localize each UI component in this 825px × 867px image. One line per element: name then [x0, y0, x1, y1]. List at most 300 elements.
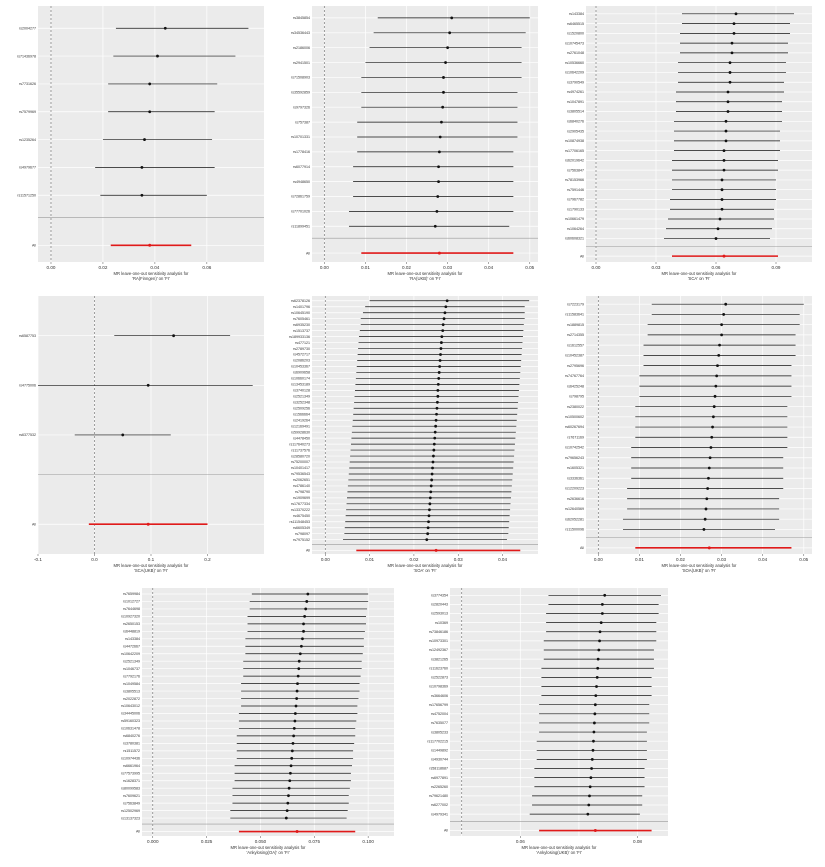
- snp-label: rs3805233: [431, 730, 448, 735]
- snp-label: rs6425248: [567, 384, 584, 389]
- snp-estimate-point: [441, 329, 444, 332]
- forest-plot-ankylosing-ukb: [420, 586, 674, 862]
- x-axis-label-line2: 'SOA(UKB)' on 'FI': [681, 568, 717, 573]
- snp-estimate-point: [436, 389, 439, 392]
- snp-label: rs10745473: [565, 41, 584, 46]
- snp-estimate-point: [289, 772, 292, 775]
- snp-label: rs6605349: [293, 525, 310, 530]
- snp-label: rs117640273: [289, 442, 310, 447]
- snp-label: rs2062651: [293, 478, 310, 483]
- snp-label: rs2789730: [293, 346, 310, 351]
- all-label: All: [306, 548, 310, 553]
- x-tick-label: 0.08: [633, 839, 643, 844]
- snp-estimate-point: [443, 317, 446, 320]
- snp-estimate-point: [725, 130, 728, 133]
- x-tick-label: 0.06: [202, 265, 212, 270]
- x-tick-label: 0.00: [591, 265, 601, 270]
- snp-label: rs73846186: [429, 629, 448, 634]
- snp-estimate-point: [706, 487, 709, 490]
- snp-estimate-point: [295, 697, 298, 700]
- x-axis-label: MR leave-one-out sensitivity analysis for: [521, 845, 597, 850]
- snp-label: rs1047891: [567, 99, 584, 104]
- x-axis-label: MR leave-one-out sensitivity analysis for: [387, 563, 463, 568]
- snp-label: rs2714355: [567, 333, 584, 338]
- snp-estimate-point: [143, 138, 146, 141]
- snp-estimate-point: [438, 150, 441, 153]
- snp-label: rs10661479: [565, 217, 584, 222]
- x-tick-label: 0.06: [711, 265, 721, 270]
- snp-estimate-point: [589, 785, 592, 788]
- snp-label: rs79656243: [565, 455, 584, 460]
- snp-label: rs6661964: [123, 763, 140, 768]
- snp-estimate-point: [725, 139, 728, 142]
- all-estimate-point: [148, 244, 151, 247]
- snp-estimate-point: [705, 497, 708, 500]
- snp-estimate-point: [710, 446, 713, 449]
- snp-estimate-point: [434, 225, 437, 228]
- snp-label: rs10452387: [565, 353, 584, 358]
- forest-plot-svg: [8, 4, 270, 288]
- snp-estimate-point: [729, 61, 732, 64]
- snp-estimate-point: [438, 371, 441, 374]
- snp-label: rs6377532: [19, 433, 36, 438]
- snp-label: rs10500602: [565, 415, 584, 420]
- snp-label: rs34445006: [121, 711, 140, 716]
- snp-label: rs1046737: [123, 666, 140, 671]
- snp-estimate-point: [436, 401, 439, 404]
- snp-label: rs7975152: [293, 537, 310, 542]
- snp-estimate-point: [712, 415, 715, 418]
- snp-estimate-point: [290, 764, 293, 767]
- snp-label: rs60608321: [565, 236, 584, 241]
- snp-estimate-point: [718, 344, 721, 347]
- snp-label: rs143384: [569, 12, 584, 17]
- forest-plot-ra-finngen: [8, 4, 270, 288]
- snp-label: rs11623760: [429, 666, 448, 671]
- x-axis-label-line2: 'RA(UKB)' on 'FI': [409, 276, 441, 281]
- snp-estimate-point: [723, 159, 726, 162]
- snp-label: rs2509256: [293, 406, 310, 411]
- snp-estimate-point: [436, 195, 439, 198]
- snp-estimate-point: [434, 431, 437, 434]
- snp-label: rs13370222: [291, 508, 310, 513]
- snp-estimate-point: [434, 425, 437, 428]
- snp-estimate-point: [440, 341, 443, 344]
- snp-estimate-point: [285, 817, 288, 820]
- snp-estimate-point: [439, 136, 442, 139]
- snp-estimate-point: [430, 485, 433, 488]
- snp-estimate-point: [156, 55, 159, 58]
- snp-label: rs79621480: [429, 794, 448, 799]
- snp-label: rs62052281: [565, 517, 584, 522]
- snp-label: rs4930744: [431, 757, 448, 762]
- snp-estimate-point: [299, 652, 302, 655]
- all-label: All: [306, 251, 310, 256]
- snp-label: rs3774354: [431, 593, 448, 598]
- snp-label: rs4979341: [431, 812, 448, 817]
- snp-estimate-point: [301, 637, 304, 640]
- snp-label: rs1049584: [123, 681, 140, 686]
- snp-estimate-point: [729, 71, 732, 74]
- snp-label: rs77573995: [121, 771, 140, 776]
- snp-estimate-point: [450, 17, 453, 20]
- snp-label: rs4948650: [293, 179, 310, 184]
- snp-estimate-point: [719, 218, 722, 221]
- snp-label: rs7605461: [293, 316, 310, 321]
- snp-estimate-point: [437, 377, 440, 380]
- x-axis-label: MR leave-one-out sensitivity analysis for: [113, 563, 189, 568]
- snp-estimate-point: [601, 612, 604, 615]
- snp-label: rs17677334: [291, 502, 310, 507]
- snp-estimate-point: [288, 779, 291, 782]
- snp-label: rs59160323: [121, 719, 140, 724]
- snp-label: rs72861759: [291, 194, 310, 199]
- snp-estimate-point: [306, 593, 309, 596]
- snp-estimate-point: [721, 208, 724, 211]
- snp-estimate-point: [292, 742, 295, 745]
- all-estimate-point: [438, 252, 441, 255]
- plot-background: [586, 6, 812, 262]
- snp-label: rs13137323: [121, 816, 140, 821]
- snp-estimate-point: [432, 461, 435, 464]
- snp-label: rs1449892: [431, 748, 448, 753]
- snp-label: rs1401796: [293, 304, 310, 309]
- all-estimate-point: [435, 549, 438, 552]
- snp-label: rs7731626: [19, 82, 36, 87]
- snp-label: rs59928630: [291, 430, 310, 435]
- snp-label: rs7579969: [19, 109, 36, 114]
- snp-label: rs2650153: [123, 622, 140, 627]
- snp-label: rs11737576: [291, 448, 310, 453]
- snp-label: rs62019642: [565, 158, 584, 163]
- snp-estimate-point: [444, 305, 447, 308]
- snp-label: rs12492367: [429, 648, 448, 653]
- snp-estimate-point: [302, 622, 305, 625]
- x-axis-label-line2: 'SOA' on 'FI': [413, 568, 437, 573]
- snp-estimate-point: [294, 720, 297, 723]
- snp-label: rs3336361: [567, 476, 584, 481]
- snp-estimate-point: [590, 767, 593, 770]
- all-label: All: [444, 828, 448, 833]
- snp-estimate-point: [290, 757, 293, 760]
- snp-label: rs2521349: [293, 394, 310, 399]
- snp-estimate-point: [594, 694, 597, 697]
- snp-estimate-point: [435, 419, 438, 422]
- x-axis-label: MR leave-one-out sensitivity analysis for: [661, 563, 737, 568]
- all-label: All: [136, 829, 140, 834]
- snp-label: rs3790549: [567, 80, 584, 85]
- snp-estimate-point: [588, 794, 591, 797]
- forest-plot-soa: [282, 294, 544, 580]
- snp-label: rs6587753: [19, 333, 36, 338]
- snp-label: rs4979677: [19, 165, 36, 170]
- snp-label: rs7635077: [431, 721, 448, 726]
- snp-estimate-point: [141, 194, 144, 197]
- snp-label: rs10369: [435, 620, 448, 625]
- snp-label: rs3805514: [567, 109, 584, 114]
- x-tick-label: 0.03: [443, 265, 453, 270]
- snp-label: rs1511572: [123, 749, 140, 754]
- snp-label: rs10631478: [121, 726, 140, 731]
- snp-estimate-point: [601, 603, 604, 606]
- snp-label: rs1520800: [567, 31, 584, 36]
- snp-label: rs1064264: [567, 226, 584, 231]
- snp-estimate-point: [440, 347, 443, 350]
- snp-label: rs2380022: [567, 404, 584, 409]
- snp-label: rs3664606: [431, 693, 448, 698]
- forest-plot-sca: [556, 4, 818, 288]
- snp-estimate-point: [446, 46, 449, 49]
- snp-label: rs62378126: [291, 298, 310, 303]
- snp-estimate-point: [729, 81, 732, 84]
- snp-estimate-point: [446, 299, 449, 302]
- snp-estimate-point: [431, 467, 434, 470]
- snp-label: rs58118687: [429, 766, 448, 771]
- snp-estimate-point: [428, 514, 431, 517]
- snp-label: rs2022872: [123, 696, 140, 701]
- snp-label: rs10536660: [565, 60, 584, 65]
- forest-plot-svg: [112, 586, 400, 862]
- snp-estimate-point: [448, 31, 451, 34]
- snp-estimate-point: [436, 210, 439, 213]
- snp-estimate-point: [436, 407, 439, 410]
- x-axis-label: MR leave-one-out sensitivity analysis for: [113, 271, 189, 276]
- x-tick-label: 0.100: [362, 839, 374, 844]
- snp-estimate-point: [725, 120, 728, 123]
- snp-label: rs2820443: [431, 602, 448, 607]
- snp-estimate-point: [721, 179, 724, 182]
- snp-label: rs10927320: [121, 614, 140, 619]
- snp-estimate-point: [428, 502, 431, 505]
- all-label: All: [32, 522, 36, 527]
- snp-estimate-point: [444, 61, 447, 64]
- snp-label: rs7671169: [567, 435, 584, 440]
- snp-label: rs11571250: [17, 193, 36, 198]
- all-label: All: [580, 254, 584, 259]
- snp-estimate-point: [592, 749, 595, 752]
- snp-estimate-point: [592, 740, 595, 743]
- snp-estimate-point: [147, 384, 150, 387]
- snp-label: rs2636616: [567, 496, 584, 501]
- snp-estimate-point: [720, 323, 723, 326]
- snp-label: rs798795: [569, 394, 584, 399]
- x-tick-label: 0.025: [200, 839, 213, 844]
- snp-label: rs60267694: [565, 425, 584, 430]
- snp-label: rs6448819: [123, 629, 140, 634]
- x-tick-label: 0.01: [634, 557, 644, 562]
- snp-estimate-point: [593, 731, 596, 734]
- x-tick-label: 0.04: [484, 265, 494, 270]
- forest-plot-svg: [556, 4, 818, 288]
- snp-estimate-point: [727, 100, 730, 103]
- forest-plot-svg: [8, 294, 270, 580]
- snp-estimate-point: [731, 52, 734, 55]
- snp-label: rs6840276: [567, 119, 584, 124]
- x-tick-label: 0.05: [799, 557, 809, 562]
- snp-estimate-point: [444, 311, 447, 314]
- snp-estimate-point: [300, 645, 303, 648]
- snp-estimate-point: [713, 405, 716, 408]
- snp-label: rs1778416: [293, 150, 310, 155]
- snp-estimate-point: [437, 383, 440, 386]
- snp-label: rs12169491: [291, 424, 310, 429]
- snp-estimate-point: [716, 364, 719, 367]
- snp-label: rs6465515: [567, 21, 584, 26]
- x-tick-label: 0.00: [320, 557, 330, 562]
- x-tick-label: 0.03: [717, 557, 727, 562]
- snp-label: rs1909699: [293, 496, 310, 501]
- snp-estimate-point: [432, 455, 435, 458]
- snp-estimate-point: [727, 91, 730, 94]
- snp-estimate-point: [440, 335, 443, 338]
- x-tick-label: 0.02: [402, 265, 411, 270]
- x-axis-label: MR leave-one-out sensitivity analysis for: [230, 845, 306, 850]
- snp-estimate-point: [715, 374, 718, 377]
- snp-estimate-point: [442, 323, 445, 326]
- x-tick-label: 0.01: [360, 265, 370, 270]
- snp-estimate-point: [429, 496, 432, 499]
- snp-estimate-point: [721, 198, 724, 201]
- snp-label: rs4472667: [123, 644, 140, 649]
- snp-label: rs7792176: [123, 674, 140, 679]
- snp-label: rs7223179: [567, 302, 584, 307]
- x-tick-label: 0.04: [150, 265, 160, 270]
- snp-label: rs35592859: [291, 90, 310, 95]
- snp-estimate-point: [593, 712, 596, 715]
- x-tick-label: 0.00: [319, 265, 329, 270]
- snp-label: rs17656799: [429, 702, 448, 707]
- x-tick-label: 0.04: [758, 557, 768, 562]
- snp-label: rs3805513: [123, 689, 140, 694]
- snp-label: rs1889815: [567, 322, 584, 327]
- snp-label: rs7563849: [123, 801, 140, 806]
- x-tick-label: 0.075: [308, 839, 321, 844]
- snp-estimate-point: [720, 334, 723, 337]
- snp-estimate-point: [428, 508, 431, 511]
- snp-estimate-point: [302, 630, 305, 633]
- snp-label: rs11583641: [565, 312, 584, 317]
- snp-estimate-point: [710, 436, 713, 439]
- snp-estimate-point: [441, 106, 444, 109]
- snp-label: rs7591446: [567, 187, 584, 192]
- snp-label: rs6977891: [431, 775, 448, 780]
- x-axis-label-line2: 'Ankylosing(OA)' on 'FI': [246, 850, 290, 855]
- snp-estimate-point: [436, 395, 439, 398]
- snp-label: rs12502969: [121, 808, 140, 813]
- snp-label: rs4478450: [293, 436, 310, 441]
- x-tick-label: 0.000: [147, 839, 159, 844]
- snp-estimate-point: [439, 359, 442, 362]
- x-tick-label: 0.09: [771, 265, 781, 270]
- snp-label: rs12209223: [565, 486, 584, 491]
- snp-label: rs10642209: [121, 651, 140, 656]
- snp-label: rs28580720: [291, 454, 310, 459]
- snp-estimate-point: [440, 121, 443, 124]
- snp-label: rs13453189: [291, 382, 310, 387]
- x-tick-label: 0.02: [676, 557, 685, 562]
- plot-background: [312, 6, 538, 262]
- x-axis-label: MR leave-one-out sensitivity analysis for: [661, 271, 737, 276]
- snp-label: rs6077914: [293, 164, 310, 169]
- snp-estimate-point: [714, 395, 717, 398]
- snp-label: rs2265260: [431, 784, 448, 789]
- snp-label: rs34536443: [291, 30, 310, 35]
- snp-estimate-point: [703, 528, 706, 531]
- snp-estimate-point: [596, 676, 599, 679]
- snp-estimate-point: [439, 353, 442, 356]
- snp-estimate-point: [438, 365, 441, 368]
- snp-label: rs11500096: [565, 527, 584, 532]
- snp-label: rs10660174: [291, 376, 310, 381]
- x-tick-label: 0.00: [593, 557, 603, 562]
- x-tick-label: 0.03: [453, 557, 463, 562]
- snp-estimate-point: [427, 520, 430, 523]
- forest-plot-sca-ukb: [8, 294, 270, 580]
- snp-estimate-point: [723, 149, 726, 152]
- snp-label: rs10874938: [565, 139, 584, 144]
- snp-estimate-point: [304, 608, 307, 611]
- snp-estimate-point: [437, 180, 440, 183]
- snp-estimate-point: [600, 621, 603, 624]
- snp-label: rs7659984: [123, 592, 140, 597]
- snp-estimate-point: [599, 630, 602, 633]
- snp-estimate-point: [705, 508, 708, 511]
- snp-label: rs1566664: [293, 412, 310, 417]
- snp-label: rs6935230: [293, 322, 310, 327]
- forest-plot-svg: [420, 586, 674, 862]
- snp-estimate-point: [288, 787, 291, 790]
- x-tick-label: 0.01: [365, 557, 375, 562]
- snp-estimate-point: [435, 413, 438, 416]
- snp-label: rs80099583: [121, 786, 140, 791]
- snp-estimate-point: [593, 722, 596, 725]
- snp-estimate-point: [717, 227, 720, 230]
- snp-label: rs10974436: [121, 756, 140, 761]
- snp-label: rs4752004: [431, 712, 448, 717]
- plot-background: [450, 588, 668, 836]
- x-tick-label: 0.02: [409, 557, 419, 562]
- plot-background: [312, 296, 538, 554]
- snp-estimate-point: [292, 735, 295, 738]
- snp-estimate-point: [429, 490, 432, 493]
- snp-label: rs3740128: [293, 388, 310, 393]
- snp-estimate-point: [597, 658, 600, 661]
- x-tick-label: 0.2: [204, 557, 211, 562]
- x-axis-label: MR leave-one-out sensitivity analysis for: [387, 271, 463, 276]
- snp-label: rs2941501: [293, 60, 310, 65]
- snp-label: rs3845854: [293, 16, 310, 21]
- snp-label: rs10742542: [565, 445, 584, 450]
- snp-estimate-point: [586, 813, 589, 816]
- snp-label: rs6909658: [293, 370, 310, 375]
- snp-estimate-point: [598, 639, 601, 642]
- snp-label: rs10973301: [429, 639, 448, 644]
- x-tick-label: 0.1: [147, 557, 155, 562]
- snp-estimate-point: [296, 682, 299, 685]
- snp-estimate-point: [431, 473, 434, 476]
- snp-label: rs3252348: [293, 400, 310, 405]
- x-tick-label: 0.03: [651, 265, 661, 270]
- all-estimate-point: [594, 829, 597, 832]
- x-tick-label: 0.05: [525, 265, 535, 270]
- snp-label: rs10701331: [291, 135, 310, 140]
- snp-label: rs6277002: [431, 803, 448, 808]
- snp-estimate-point: [296, 690, 299, 693]
- snp-label: rs10642209: [565, 70, 584, 75]
- snp-label: rs71436978: [17, 54, 36, 59]
- snp-estimate-point: [722, 313, 725, 316]
- snp-estimate-point: [709, 456, 712, 459]
